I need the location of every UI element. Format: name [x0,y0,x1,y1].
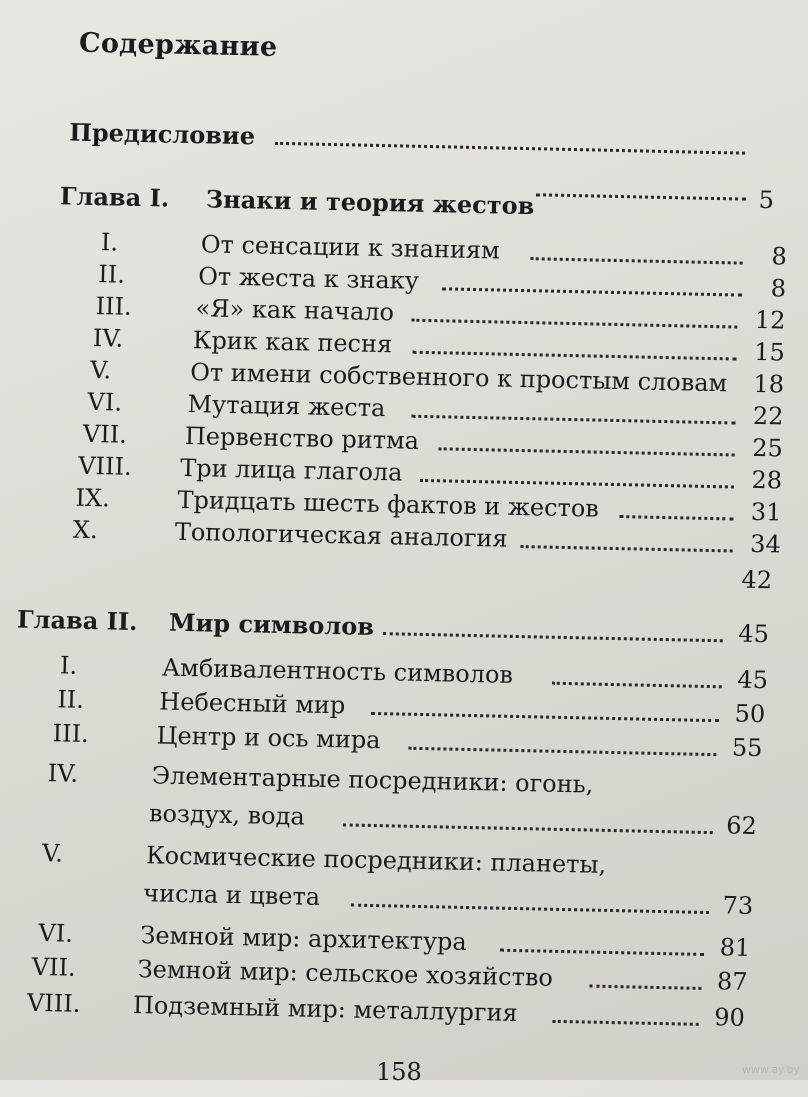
entry-title: Амбивалентность символов [161,653,514,689]
entry-page-number: 50 [734,699,766,729]
leader-dots [439,447,735,456]
entry-title: Центр и ось мира [156,721,381,755]
entry-numeral: I. [59,651,78,680]
entry-title: От сенсации к знаниям [200,230,501,265]
leader-dots [442,287,742,296]
entry-page-number: 15 [753,337,786,367]
entry-numeral: VII. [82,419,128,449]
leader-dots [420,479,734,489]
entry-page-number: 73 [722,891,754,920]
entry-title: Топологическая аналогия [174,517,508,553]
entry-title: Космические посредники: планеты, [145,841,607,879]
entry-title-continuation: воздух, вода [148,799,306,831]
chapter1-end-page-number: 42 [741,565,773,595]
entry-numeral: III. [52,719,90,749]
preface-page-number: 5 [758,185,775,215]
entry-title: Крик как песня [192,326,393,359]
entry-numeral: IV. [47,759,79,788]
entry-page-number: 22 [752,401,784,431]
chapter2-page-number: 45 [738,619,770,649]
entry-title: Три лица глагола [179,453,403,487]
entry-page-number: 45 [737,665,769,695]
chapter1-label: Глава I. [59,181,170,213]
entry-title: Мутация жеста [187,390,386,423]
leader-dots [531,257,743,264]
entry-numeral: VIII. [26,988,81,1018]
entry-page-number: 12 [754,305,786,335]
preface-label: Предисловие [68,117,256,151]
entry-title: Земной мир: сельское хозяйство [137,955,554,992]
entry-page-number: 18 [753,369,785,399]
entry-numeral: VII. [31,952,76,982]
entry-numeral: VIII. [77,451,132,481]
entry-numeral: IV. [92,324,124,353]
leader-dots [589,985,701,990]
leader-dots [411,319,737,329]
leader-dots [383,632,723,642]
entry-page-number: 87 [716,967,748,996]
leader-dots [619,515,733,520]
entry-title: Тридцать шесть фактов и жестов [177,485,600,523]
leader-dots [521,545,733,552]
entry-title: От имени собственного к простым словам [189,358,728,398]
entry-page-number: 34 [749,529,782,559]
entry-title: Подземный мир: металлургия [132,991,518,1028]
entry-title: Первенство ритма [184,421,420,455]
entry-numeral: I. [100,228,119,257]
entry-numeral: VI. [87,387,123,417]
entry-page-number: 25 [751,433,784,463]
leader-dots [343,823,713,834]
entry-title: От жеста к знаку [197,262,420,295]
leader-dots [552,682,722,689]
entry-numeral: II. [57,685,85,714]
entry-numeral: VI. [38,919,74,948]
entry-page-number: 81 [719,933,751,962]
entry-title: Элементарные посредники: огонь, [151,761,594,799]
contents-title: Содержание [78,27,278,63]
entry-title-continuation: числа и цвета [143,879,321,911]
leader-dots [351,904,709,914]
chapter-heading-2 [0,604,795,653]
leader-dots [275,142,745,155]
entry-numeral: V. [89,355,112,385]
toc-entry-preface [0,116,805,165]
entry-title: Небесный мир [159,687,346,720]
entry-page-number: 90 [714,1003,746,1032]
entry-page-number: 28 [751,465,783,495]
leader-dots [371,712,719,722]
leader-dots [413,351,737,361]
leader-dots [553,1020,699,1026]
entry-numeral: V. [41,839,64,868]
entry-page-number: 8 [770,274,787,303]
footer-page-number: 158 [376,1058,422,1086]
watermark: www.ay.by [741,1063,800,1076]
entry-page-number: 8 [771,242,788,271]
entry-numeral: X. [72,515,98,545]
leader-dots [408,747,716,756]
entry-page-number: 62 [726,811,758,841]
entry-numeral: III. [95,292,132,321]
chapter1-title: Знаки и теория жестов [205,184,535,221]
entry-numeral: II. [97,260,126,289]
entry-title: «Я» как начало [195,294,395,327]
chapter2-title: Мир символов [168,607,375,641]
entry-title: Земной мир: архитектура [140,921,468,956]
entry-page-number: 55 [731,733,763,763]
leader-dots [500,949,704,956]
entry-page-number: 31 [750,497,782,527]
chapter2-label: Глава II. [16,604,138,637]
entry-numeral: IX. [75,483,111,513]
leader-dots [411,415,735,425]
